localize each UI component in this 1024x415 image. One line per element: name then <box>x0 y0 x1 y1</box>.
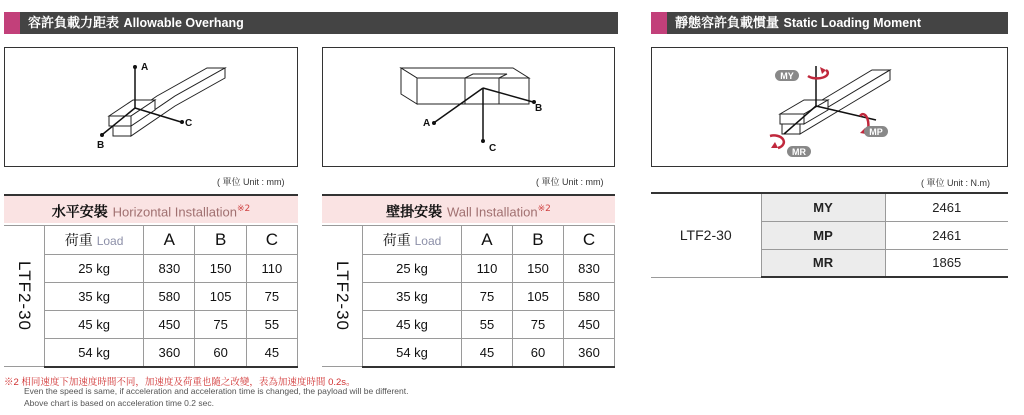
b-cell: 75 <box>195 311 246 339</box>
a-cell: 360 <box>144 339 195 367</box>
overhang-title-en: Allowable Overhang <box>123 16 244 30</box>
table-row <box>322 311 615 339</box>
moment-diagram <box>651 47 1008 167</box>
moment-label: MP <box>761 221 885 249</box>
table-row <box>322 255 615 283</box>
wall-title-en: Wall Installation <box>447 204 538 220</box>
header-accent <box>651 12 667 34</box>
wall-caption <box>322 194 615 223</box>
horizontal-diagram <box>4 47 298 167</box>
label-c: C <box>185 118 193 129</box>
c-cell: 360 <box>563 339 614 367</box>
moment-value: 2461 <box>885 193 1008 221</box>
horizontal-rail-drawing <box>5 48 297 166</box>
b-cell: 105 <box>512 283 563 311</box>
b-cell: 60 <box>512 339 563 367</box>
table-row <box>322 339 615 367</box>
horizontal-title-en: Horizontal Installation <box>112 204 237 220</box>
load-cell: 45 kg <box>363 311 462 339</box>
col-a-header: A <box>144 226 195 255</box>
wall-rail-drawing <box>323 48 614 166</box>
note-cn: ※2 相同速度下加速度時間不同，加速度及荷重也隨之改變，表為加速度時間 0.2s。 <box>4 377 356 388</box>
load-header: 荷重 Load <box>363 226 462 255</box>
load-cell: 35 kg <box>45 283 144 311</box>
load-cell: 25 kg <box>45 255 144 283</box>
col-c-header: C <box>246 226 297 255</box>
c-cell: 580 <box>563 283 614 311</box>
b-cell: 105 <box>195 283 246 311</box>
load-cell: 35 kg <box>363 283 462 311</box>
horizontal-note-marker: ※2 <box>236 204 251 214</box>
moment-section-header <box>651 12 1008 34</box>
wall-diagram <box>322 47 615 167</box>
unit-label-wall: ( 單位 Unit : mm) <box>536 177 604 187</box>
wall-note-marker: ※2 <box>537 204 551 214</box>
a-cell: 75 <box>462 283 513 311</box>
c-cell: 45 <box>246 339 297 367</box>
table-row <box>4 255 298 283</box>
load-header: 荷重 Load <box>45 226 144 255</box>
moment-label: MY <box>761 193 885 221</box>
a-cell: 55 <box>462 311 513 339</box>
c-cell: 75 <box>246 283 297 311</box>
b-cell: 150 <box>512 255 563 283</box>
table-row <box>4 283 298 311</box>
unit-label-moment: ( 單位 Unit : N.m) <box>921 178 990 188</box>
wall-title-cn: 壁掛安裝 <box>386 204 443 221</box>
load-cell: 25 kg <box>363 255 462 283</box>
table-row <box>4 339 298 367</box>
a-cell: 450 <box>144 311 195 339</box>
c-cell: 110 <box>246 255 297 283</box>
label-b: B <box>97 140 105 151</box>
moment-value: 1865 <box>885 249 1008 277</box>
overhang-title-cn: 容許負載力距表 <box>28 16 120 31</box>
overhang-section-header <box>4 12 618 34</box>
unit-label-horizontal: ( 單位 Unit : mm) <box>217 177 285 187</box>
moment-value: 2461 <box>885 221 1008 249</box>
load-cell: 45 kg <box>45 311 144 339</box>
model-cell: LTF2-30 <box>322 226 363 367</box>
label-my: MY <box>780 71 794 81</box>
label-mp: MP <box>869 127 883 137</box>
label-b: B <box>535 103 543 114</box>
load-cell: 54 kg <box>363 339 462 367</box>
b-cell: 150 <box>195 255 246 283</box>
a-cell: 830 <box>144 255 195 283</box>
moment-table <box>651 192 1008 278</box>
moment-rail-drawing <box>652 48 1007 166</box>
col-b-header: B <box>195 226 246 255</box>
table-header-row <box>322 226 615 255</box>
label-a: A <box>423 118 431 129</box>
a-cell: 110 <box>462 255 513 283</box>
model-cell: LTF2-30 <box>4 226 45 367</box>
table-header-row <box>4 226 298 255</box>
c-cell: 830 <box>563 255 614 283</box>
b-cell: 75 <box>512 311 563 339</box>
col-c-header: C <box>563 226 614 255</box>
c-cell: 450 <box>563 311 614 339</box>
table-row <box>4 311 298 339</box>
note-en-2: Above chart is based on acceleration time 0.2 sec. <box>24 398 214 408</box>
header-accent <box>4 12 20 34</box>
a-cell: 580 <box>144 283 195 311</box>
moment-title-cn: 靜態容許負載慣量 <box>675 16 780 31</box>
moment-title-en: Static Loading Moment <box>783 16 922 30</box>
b-cell: 60 <box>195 339 246 367</box>
table-row <box>322 283 615 311</box>
label-c: C <box>489 143 497 154</box>
a-cell: 45 <box>462 339 513 367</box>
horizontal-caption <box>4 194 298 223</box>
horizontal-title-cn: 水平安裝 <box>51 204 108 221</box>
wall-table <box>322 225 615 368</box>
label-mr: MR <box>792 147 806 157</box>
c-cell: 55 <box>246 311 297 339</box>
load-cell: 54 kg <box>45 339 144 367</box>
horizontal-table <box>4 225 298 368</box>
table-row <box>651 193 1008 221</box>
col-b-header: B <box>512 226 563 255</box>
col-a-header: A <box>462 226 513 255</box>
moment-label: MR <box>761 249 885 277</box>
label-a: A <box>141 62 149 73</box>
note-en-1: Even the speed is same, if acceleration and acceleration time is changed, the payload will be different. <box>24 386 409 396</box>
model-cell: LTF2-30 <box>651 193 761 277</box>
